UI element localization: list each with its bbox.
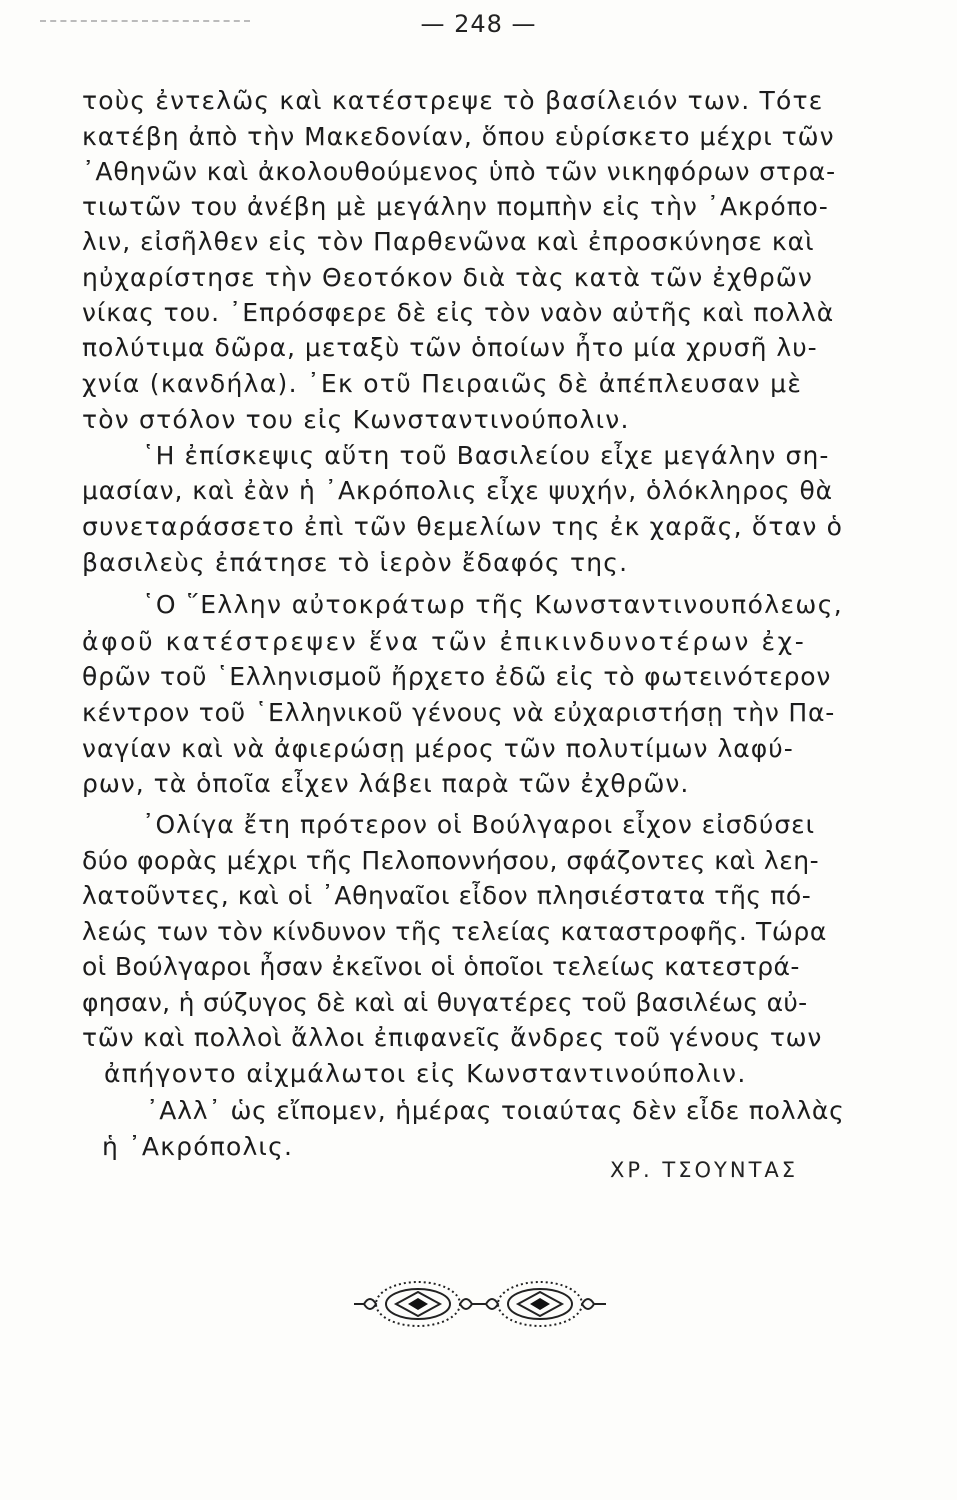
text-line: λεώς των τὸν κίνδυνον τῆς τελείας καταστροφῆς. Τώρα xyxy=(82,917,827,946)
text-line: τὸν στόλον του εἰς Κωνσταντινούπολιν. xyxy=(82,405,630,434)
text-line: ἀφοῦ κατέστρεψεν ἕνα τῶν ἐπικινδυνοτέρων ἐχ- xyxy=(82,627,807,656)
text-line: συνεταράσσετο ἐπὶ τῶν θεμελίων της ἐκ χαρᾶς, ὅταν ὁ xyxy=(82,512,844,541)
text-line: κέντρον τοῦ ῾Ελληνικοῦ γένους νὰ εὐχαριστήσῃ τὴν Πα- xyxy=(82,698,836,727)
text-line: δύο φορὰς μέχρι τῆς Πελοποννήσου, σφάζοντες καὶ λεη- xyxy=(82,846,820,875)
text-line: ναγίαν καὶ νὰ ἀφιερώσῃ μέρος τῶν πολυτίμων λαφύ- xyxy=(82,734,794,763)
text-line: τοὺς ἐντελῶς καὶ κατέστρεψε τὸ βασίλειόν των. Τότε xyxy=(82,86,824,115)
author-signature: ΧΡ. ΤΣΟΥΝΤΑΣ xyxy=(610,1158,799,1182)
text-line: πολύτιμα δῶρα, μεταξὺ τῶν ὁποίων ἦτο μία χρυσῆ λυ- xyxy=(82,333,818,362)
text-line: ρων, τὰ ὁποῖα εἶχεν λάβει παρὰ τῶν ἐχθρῶν. xyxy=(82,769,690,798)
text-line: νίκας του. ᾿Επρόσφερε δὲ εἰς τὸν ναὸν αὐτῆς καὶ πολλὰ xyxy=(82,298,835,327)
text-line: τιωτῶν του ἀνέβη μὲ μεγάλην πομπὴν εἰς τὴν ᾿Ακρόπο- xyxy=(82,192,829,221)
text-line: μασίαν, καὶ ἐὰν ἡ ᾿Ακρόπολις εἶχε ψυχήν, ὁλόκληρος θὰ xyxy=(82,476,834,505)
text-line: ἡ ᾿Ακρόπολις. xyxy=(102,1132,294,1161)
text-line: ἀπήγοντο αἰχμάλωτοι εἰς Κωνσταντινούπολιν. xyxy=(104,1059,747,1088)
text-line: ᾿Αθηνῶν καὶ ἀκολουθούμενος ὑπὸ τῶν νικηφόρων στρα- xyxy=(82,157,837,186)
text-line: λατοῦντες, καὶ οἱ ᾿Αθηναῖοι εἶδον πλησιέστατα τῆς πό- xyxy=(82,881,812,910)
text-line: βασιλεὺς ἐπάτησε τὸ ἱερὸν ἔδαφός της. xyxy=(82,548,629,577)
text-line: ῾Ο ῞Ελλην αὐτοκράτωρ τῆς Κωνσταντινουπόλεως, xyxy=(142,590,844,619)
text-line: οἱ Βούλγαροι ἦσαν ἐκεῖνοι οἱ ὁποῖοι τελείως κατεστρά- xyxy=(82,952,800,981)
text-line: κατέβη ἀπὸ τὴν Μακεδονίαν, ὅπου εὑρίσκετο μέχρι τῶν xyxy=(82,122,835,151)
page-number: — 248 — xyxy=(420,10,537,38)
text-line: χνία (κανδήλα). ᾿Εκ οτῦ Πειραιῶς δὲ ἀπέπλευσαν μὲ xyxy=(82,369,803,398)
double-diamond-ornament-icon xyxy=(350,1268,610,1340)
text-line: θρῶν τοῦ ῾Ελληνισμοῦ ἤρχετο ἐδῶ εἰς τὸ φωτεινότερον xyxy=(82,662,832,691)
text-line: ᾿Αλλ᾿ ὡς εἴπομεν, ἡμέρας τοιαύτας δὲν εἶδε πολλὰς xyxy=(146,1096,845,1125)
text-line: λιν, εἰσῆλθεν εἰς τὸν Παρθενῶνα καὶ ἐπροσκύνησε καὶ xyxy=(82,227,815,256)
text-line: φησαν, ἡ σύζυγος δὲ καὶ αἱ θυγατέρες τοῦ βασιλέως αὐ- xyxy=(82,988,808,1017)
text-line: τῶν καὶ πολλοὶ ἄλλοι ἐπιφανεῖς ἄνδρες τοῦ γένους των xyxy=(82,1023,823,1052)
text-line: ῾Η ἐπίσκεψις αὕτη τοῦ Βασιλείου εἶχε μεγάλην ση- xyxy=(142,441,830,470)
text-line: ηὐχαρίστησε τὴν Θεοτόκον διὰ τὰς κατὰ τῶν ἐχθρῶν xyxy=(82,263,813,292)
text-line: ᾿Ολίγα ἔτη πρότερον οἱ Βούλγαροι εἶχον εἰσδύσει xyxy=(142,810,816,839)
